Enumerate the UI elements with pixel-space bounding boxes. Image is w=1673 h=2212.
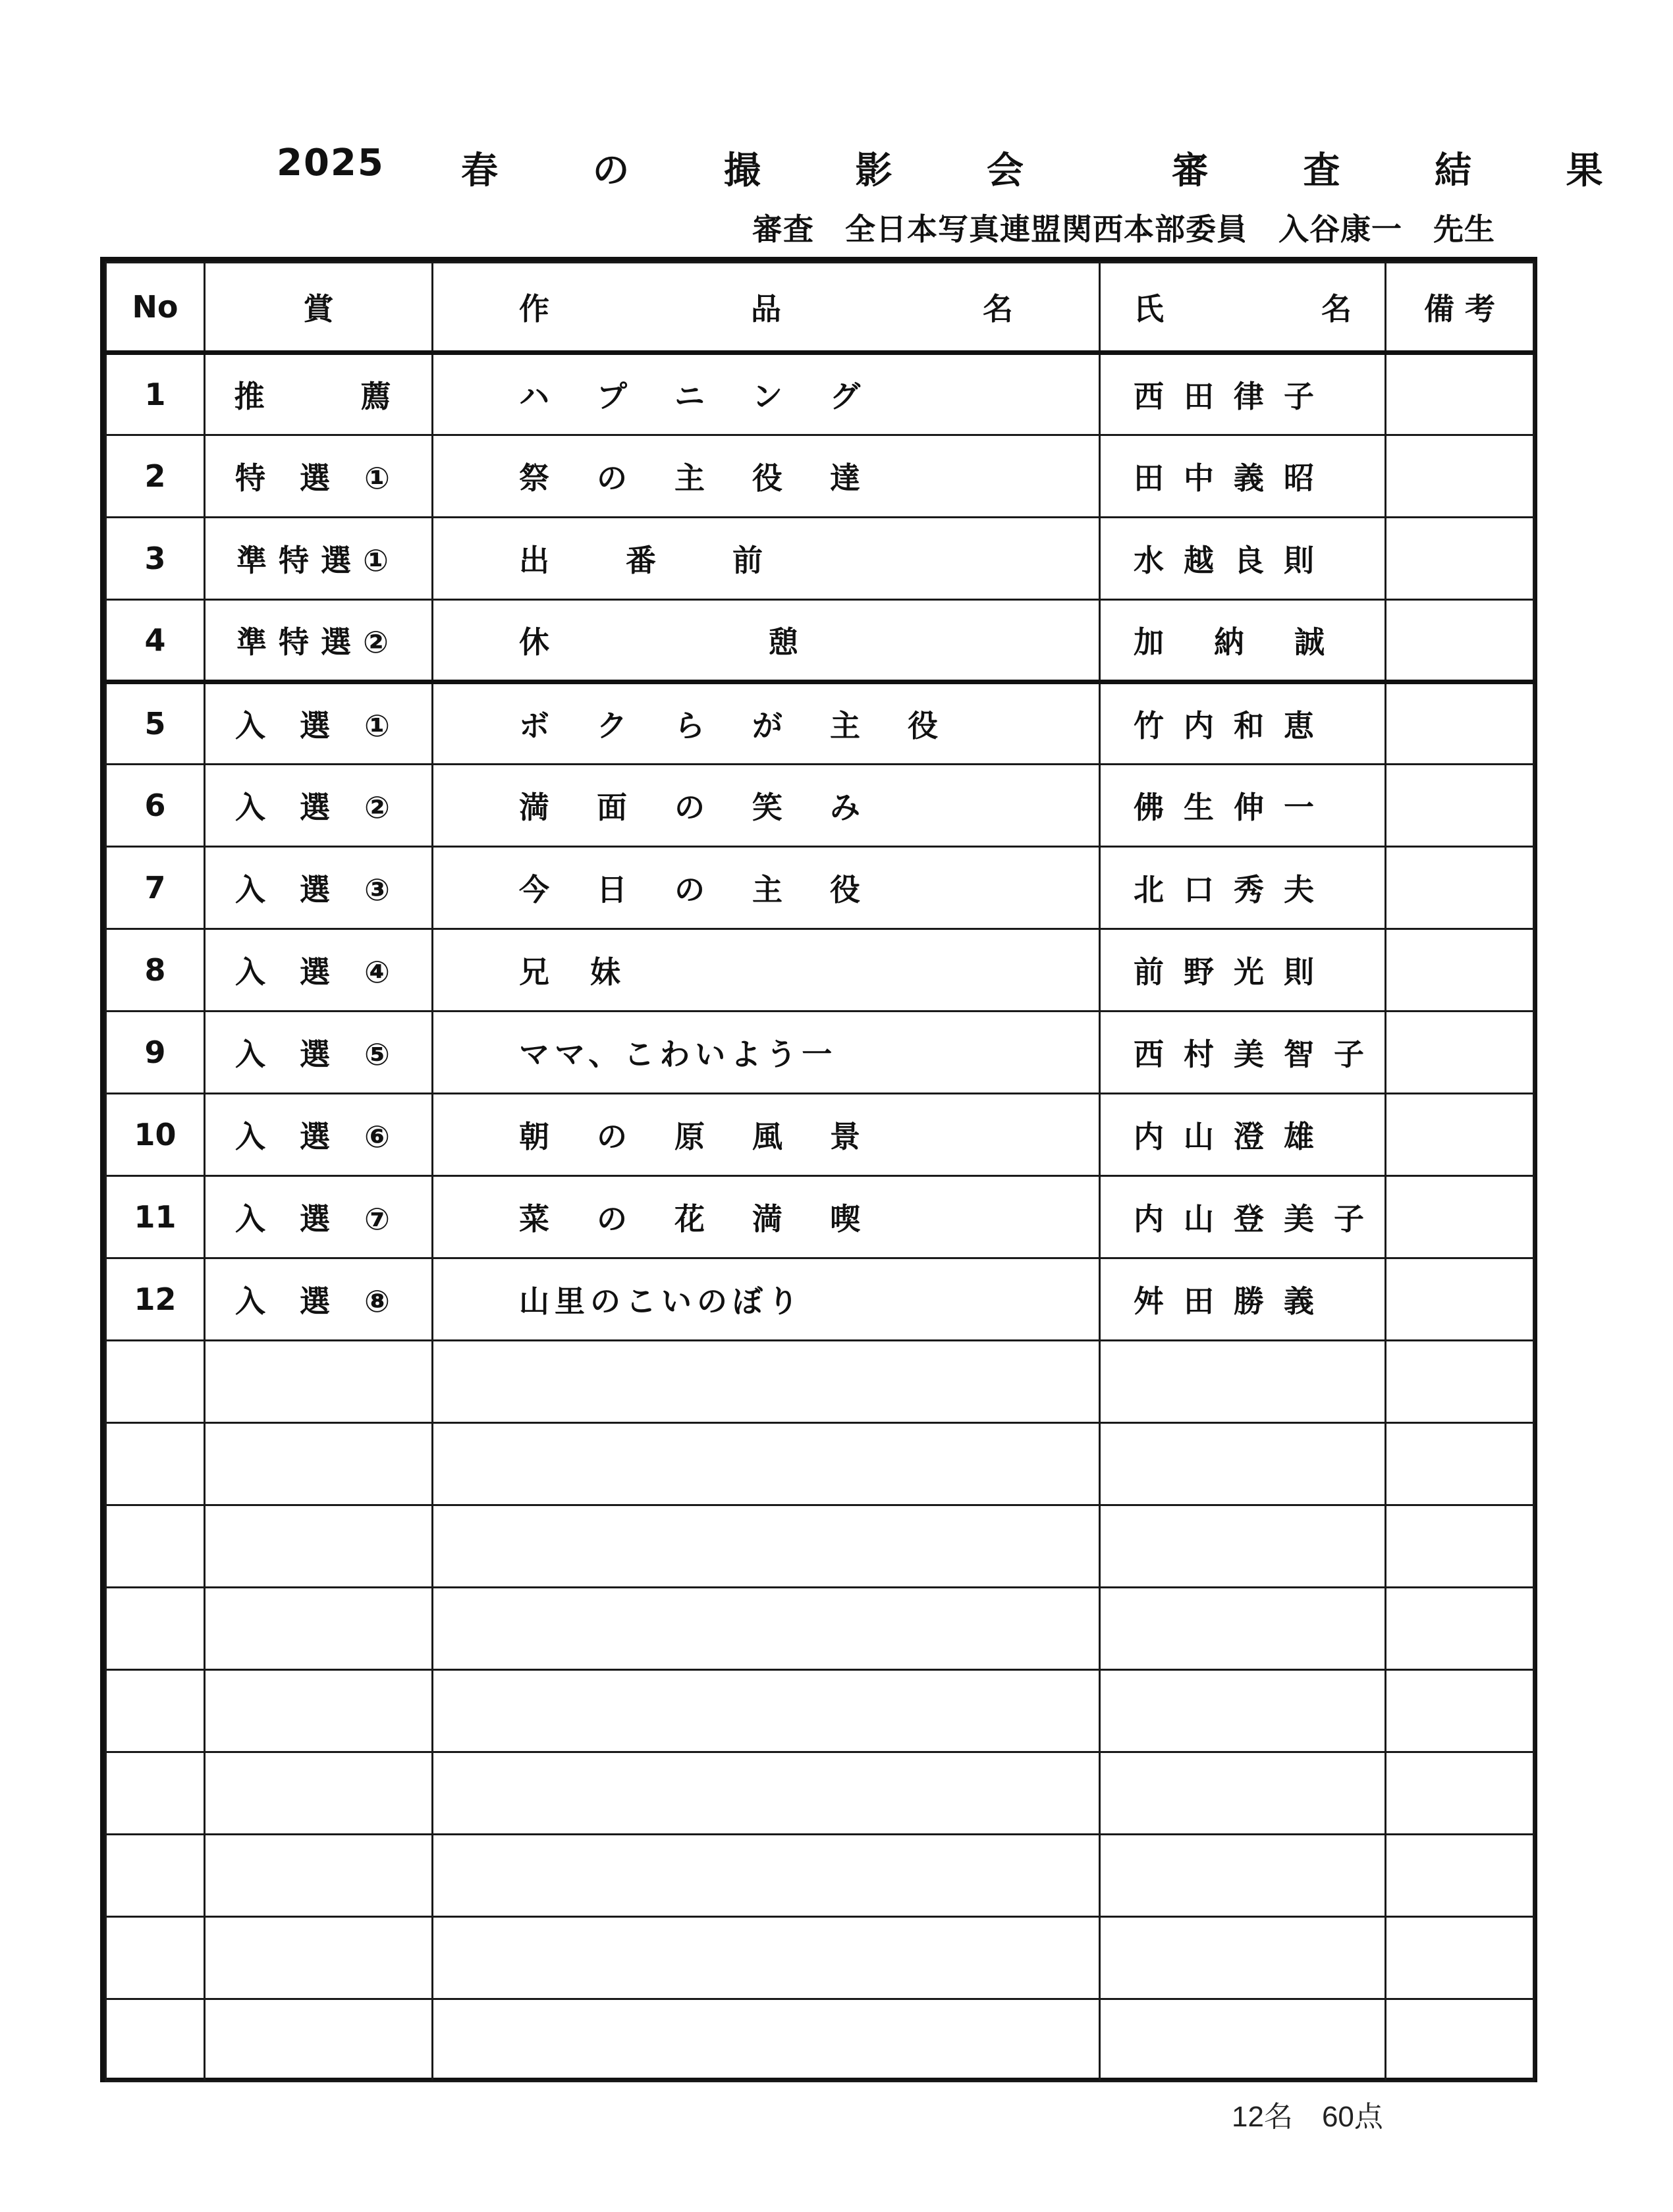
row-entrant-name: 佛生伸一 [1100, 765, 1386, 847]
table-row [106, 600, 1534, 682]
row-number: 2 [106, 435, 205, 518]
column-header-name-char: 氏 [1134, 291, 1164, 327]
empty-row [106, 1588, 1534, 1670]
empty-cell [106, 1670, 205, 1752]
empty-cell [205, 1752, 433, 1835]
row-number: 8 [106, 929, 205, 1012]
empty-cell [433, 1670, 1100, 1752]
empty-cell [1386, 1423, 1534, 1505]
empty-cell [1386, 1341, 1534, 1423]
row-note [1386, 435, 1534, 518]
row-work-title: 菜 の 花 満 喫 [433, 1176, 1100, 1258]
table-row [106, 1094, 1534, 1176]
row-award: 推 薦 [205, 353, 433, 435]
empty-cell [1100, 1670, 1386, 1752]
empty-row [106, 1999, 1534, 2082]
results-sheet [100, 257, 1537, 2082]
row-note [1386, 600, 1534, 682]
footer-count: 12名 60点 [1232, 2101, 1383, 2133]
column-header-no: No [106, 263, 205, 353]
row-number: 3 [106, 518, 205, 600]
empty-cell [1100, 1999, 1386, 2082]
empty-cell [433, 1752, 1100, 1835]
empty-cell [106, 1999, 205, 2082]
row-award: 入 選 ② [205, 765, 433, 847]
empty-cell [205, 1835, 433, 1917]
row-number: 7 [106, 847, 205, 929]
row-note [1386, 353, 1534, 435]
empty-cell [106, 1341, 205, 1423]
empty-cell [1100, 1917, 1386, 1999]
row-entrant-name: 内山澄雄 [1100, 1094, 1386, 1176]
row-note [1386, 929, 1534, 1012]
row-entrant-name: 舛田勝義 [1100, 1258, 1386, 1341]
row-note [1386, 518, 1534, 600]
empty-row [106, 1423, 1534, 1505]
row-number: 4 [106, 600, 205, 682]
row-work-title: 朝 の 原 風 景 [433, 1094, 1100, 1176]
row-entrant-name: 竹内和恵 [1100, 682, 1386, 765]
table-header-row [106, 263, 1534, 353]
empty-cell [1386, 1588, 1534, 1670]
empty-cell [1386, 1917, 1534, 1999]
table-row [106, 518, 1534, 600]
empty-cell [1100, 1835, 1386, 1917]
row-note [1386, 847, 1534, 929]
empty-cell [205, 1588, 433, 1670]
row-work-title: ボ ク ら が 主 役 [433, 682, 1100, 765]
empty-cell [205, 1505, 433, 1588]
row-entrant-name: 内山登美子 [1100, 1176, 1386, 1258]
row-award: 入 選 ④ [205, 929, 433, 1012]
row-work-title: 祭 の 主 役 達 [433, 435, 1100, 518]
row-award: 入 選 ⑦ [205, 1176, 433, 1258]
row-entrant-name: 田中義昭 [1100, 435, 1386, 518]
empty-cell [1386, 1752, 1534, 1835]
row-work-title: 満 面 の 笑 み [433, 765, 1100, 847]
row-number: 11 [106, 1176, 205, 1258]
row-work-title: ママ、こわいよう一 [433, 1012, 1100, 1094]
empty-cell [433, 1999, 1100, 2082]
column-header-name-char: 名 [1321, 291, 1352, 327]
row-note [1386, 682, 1534, 765]
empty-cell [205, 1999, 433, 2082]
empty-cell [433, 1505, 1100, 1588]
table-row [106, 435, 1534, 518]
row-entrant-name: 西田律子 [1100, 353, 1386, 435]
row-number: 12 [106, 1258, 205, 1341]
row-entrant-name: 水越良則 [1100, 518, 1386, 600]
empty-cell [205, 1917, 433, 1999]
row-note [1386, 1258, 1534, 1341]
empty-cell [106, 1588, 205, 1670]
row-entrant-name: 西村美智子 [1100, 1012, 1386, 1094]
row-work-title: 出 番 前 [433, 518, 1100, 600]
row-note [1386, 765, 1534, 847]
empty-cell [205, 1670, 433, 1752]
table-row [106, 682, 1534, 765]
empty-cell [106, 1423, 205, 1505]
empty-row [106, 1752, 1534, 1835]
row-note [1386, 1094, 1534, 1176]
row-number: 6 [106, 765, 205, 847]
empty-cell [1386, 1835, 1534, 1917]
column-header-award: 賞 [205, 263, 433, 353]
results-table [105, 261, 1535, 2082]
empty-cell [1386, 1670, 1534, 1752]
row-award: 準特選① [205, 518, 433, 600]
row-entrant-name: 前野光則 [1100, 929, 1386, 1012]
column-header-title-char: 品 [751, 291, 781, 327]
empty-cell [433, 1423, 1100, 1505]
title-text: 春 の 撮 影 会 審 査 結 果 [461, 149, 1644, 192]
table-row [106, 1176, 1534, 1258]
empty-cell [106, 1752, 205, 1835]
table-row [106, 353, 1534, 435]
empty-row [106, 1917, 1534, 1999]
row-work-title: 山里のこいのぼり [433, 1258, 1100, 1341]
empty-cell [106, 1835, 205, 1917]
empty-cell [1100, 1588, 1386, 1670]
empty-row [106, 1341, 1534, 1423]
row-work-title: 今 日 の 主 役 [433, 847, 1100, 929]
column-header-title [433, 263, 1100, 353]
row-number: 9 [106, 1012, 205, 1094]
empty-cell [1100, 1341, 1386, 1423]
table-row [106, 765, 1534, 847]
row-award: 入 選 ① [205, 682, 433, 765]
row-award: 入 選 ③ [205, 847, 433, 929]
row-award: 特 選 ① [205, 435, 433, 518]
empty-cell [1386, 1999, 1534, 2082]
results-body [106, 353, 1534, 2082]
empty-cell [1100, 1505, 1386, 1588]
empty-cell [433, 1588, 1100, 1670]
empty-cell [106, 1505, 205, 1588]
row-number: 1 [106, 353, 205, 435]
table-row [106, 1012, 1534, 1094]
column-header-name [1100, 263, 1386, 353]
row-number: 5 [106, 682, 205, 765]
empty-cell [433, 1835, 1100, 1917]
empty-cell [205, 1341, 433, 1423]
empty-cell [433, 1341, 1100, 1423]
empty-row [106, 1505, 1534, 1588]
column-header-title-char: 作 [519, 291, 549, 327]
empty-row [106, 1835, 1534, 1917]
row-award: 準特選② [205, 600, 433, 682]
document-title [0, 142, 1673, 194]
row-note [1386, 1012, 1534, 1094]
row-award: 入 選 ⑧ [205, 1258, 433, 1341]
row-work-title: 兄 妹 [433, 929, 1100, 1012]
row-work-title: ハ プ ニ ン グ [433, 353, 1100, 435]
empty-cell [205, 1423, 433, 1505]
row-number: 10 [106, 1094, 205, 1176]
empty-cell [433, 1917, 1100, 1999]
judge-line: 審査 全日本写真連盟関西本部委員 入谷康一 先生 [752, 211, 1495, 247]
row-entrant-name: 北口秀夫 [1100, 847, 1386, 929]
row-note [1386, 1176, 1534, 1258]
column-header-note: 備 考 [1386, 263, 1534, 353]
empty-row [106, 1670, 1534, 1752]
table-row [106, 929, 1534, 1012]
title-year: 2025 [277, 142, 385, 184]
row-award: 入 選 ⑤ [205, 1012, 433, 1094]
table-row [106, 847, 1534, 929]
column-header-title-char: 名 [983, 291, 1013, 327]
empty-cell [1100, 1752, 1386, 1835]
empty-cell [1386, 1505, 1534, 1588]
row-work-title: 休 憩 [433, 600, 1100, 682]
table-row [106, 1258, 1534, 1341]
empty-cell [106, 1917, 205, 1999]
empty-cell [1100, 1423, 1386, 1505]
row-award: 入 選 ⑥ [205, 1094, 433, 1176]
row-entrant-name: 加 納 誠 [1100, 600, 1386, 682]
